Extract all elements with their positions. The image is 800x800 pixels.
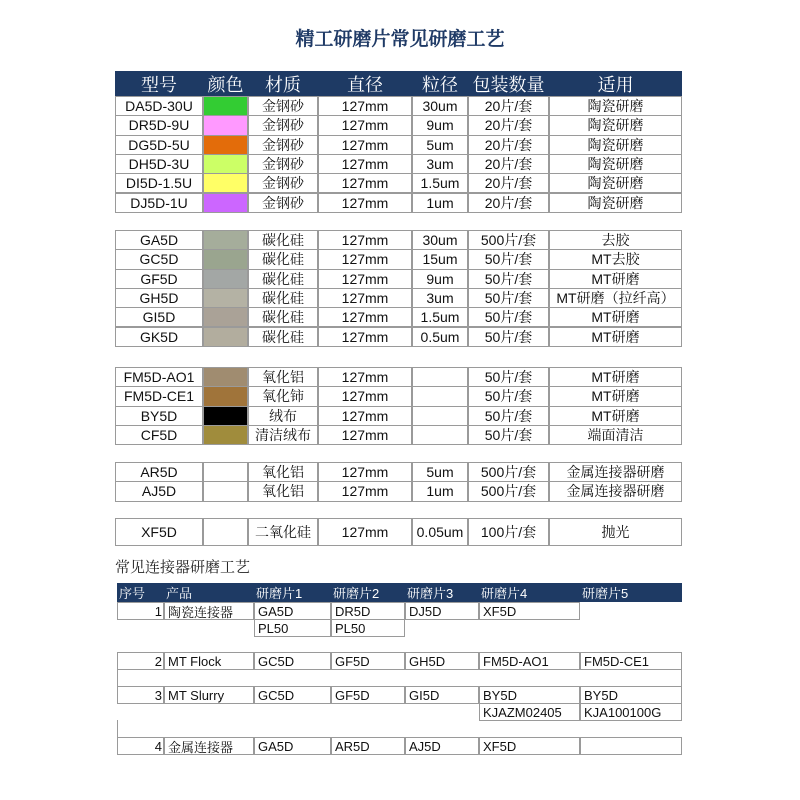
cell-pack: 50片/套: [468, 327, 549, 347]
process-cell: MT Slurry: [164, 686, 254, 704]
cell-pack: 20片/套: [468, 115, 549, 135]
cell-material: 碳化硅: [248, 230, 318, 250]
cell-pack: 20片/套: [468, 96, 549, 116]
process-cell: BY5D: [580, 686, 682, 704]
cell-pack: 500片/套: [468, 481, 549, 501]
cell-material: 氧化铝: [248, 481, 318, 501]
header-model: 型号: [115, 71, 203, 96]
process-cell: FM5D-AO1: [479, 652, 580, 670]
cell-model: DI5D-1.5U: [115, 173, 203, 193]
header-col-1: 序号: [117, 583, 164, 602]
cell-diameter: 127mm: [318, 115, 412, 135]
cell-diameter: 127mm: [318, 462, 412, 482]
color-swatch: [203, 462, 248, 482]
process-cell: FM5D-CE1: [580, 652, 682, 670]
color-swatch: [203, 115, 248, 135]
cell-material: 碳化硅: [248, 269, 318, 289]
cell-use: MT研磨（拉纤高）: [549, 288, 682, 308]
cell-diameter: 127mm: [318, 193, 412, 213]
cell-pack: 50片/套: [468, 406, 549, 426]
header-col-5: 研磨片3: [405, 583, 479, 602]
color-swatch: [203, 288, 248, 308]
color-swatch: [203, 386, 248, 406]
process-cell: PL50: [254, 619, 331, 637]
header-col-4: 研磨片2: [331, 583, 405, 602]
header-col-7: 研磨片5: [580, 583, 682, 602]
cell-use: MT去胶: [549, 249, 682, 269]
cell-grit: 1.5um: [412, 173, 468, 193]
cell-model: DA5D-30U: [115, 96, 203, 116]
cell-use: 陶瓷研磨: [549, 135, 682, 155]
cell-grit: [412, 425, 468, 445]
cell-pack: 50片/套: [468, 367, 549, 387]
color-swatch: [203, 327, 248, 347]
cell-diameter: 127mm: [318, 386, 412, 406]
process-cell: GF5D: [331, 686, 405, 704]
process-cell: AR5D: [331, 737, 405, 755]
cell-grit: 3um: [412, 154, 468, 174]
cell-grit: 5um: [412, 462, 468, 482]
cell-use: 陶瓷研磨: [549, 115, 682, 135]
header-grit: 粒径: [412, 71, 468, 96]
process-cell: GC5D: [254, 686, 331, 704]
blank-row: [117, 669, 682, 687]
color-swatch: [203, 230, 248, 250]
cell-grit: 1um: [412, 481, 468, 501]
cell-use: 端面清洁: [549, 425, 682, 445]
cell-pack: 50片/套: [468, 269, 549, 289]
color-swatch: [203, 269, 248, 289]
cell-material: 清洁绒布: [248, 425, 318, 445]
process-cell: BY5D: [479, 686, 580, 704]
process-cell: GA5D: [254, 737, 331, 755]
color-swatch: [203, 135, 248, 155]
process-cell: KJAZM02405: [479, 703, 580, 721]
header-material: 材质: [248, 71, 318, 96]
cell-use: 金属连接器研磨: [549, 462, 682, 482]
cell-use: MT研磨: [549, 269, 682, 289]
color-swatch: [203, 193, 248, 213]
cell-use: MT研磨: [549, 406, 682, 426]
process-cell: KJA100100G: [580, 703, 682, 721]
color-swatch: [203, 425, 248, 445]
cell-grit: 3um: [412, 288, 468, 308]
process-cell: [580, 737, 682, 755]
cell-pack: 50片/套: [468, 386, 549, 406]
cell-model: AJ5D: [115, 481, 203, 501]
page-title: 精工研磨片常见研磨工艺: [295, 29, 505, 50]
cell-pack: 20片/套: [468, 135, 549, 155]
cell-model: AR5D: [115, 462, 203, 482]
cell-model: DR5D-9U: [115, 115, 203, 135]
cell-diameter: 127mm: [318, 96, 412, 116]
process-cell: PL50: [331, 619, 405, 637]
cell-diameter: 127mm: [318, 288, 412, 308]
row-number: 1: [117, 602, 164, 620]
cell-material: 氧化铝: [248, 367, 318, 387]
cell-use: 陶瓷研磨: [549, 193, 682, 213]
cell-grit: 1.5um: [412, 307, 468, 327]
cell-use: MT研磨: [549, 307, 682, 327]
cell-diameter: 127mm: [318, 518, 412, 546]
cell-use: MT研磨: [549, 367, 682, 387]
cell-model: DH5D-3U: [115, 154, 203, 174]
color-swatch: [203, 249, 248, 269]
cell-model: GC5D: [115, 249, 203, 269]
cell-diameter: 127mm: [318, 173, 412, 193]
cell-grit: 0.05um: [412, 518, 468, 546]
cell-use: 陶瓷研磨: [549, 154, 682, 174]
cell-material: 金钢砂: [248, 173, 318, 193]
cell-pack: 500片/套: [468, 230, 549, 250]
cell-model: CF5D: [115, 425, 203, 445]
cell-grit: [412, 406, 468, 426]
cell-pack: 50片/套: [468, 288, 549, 308]
cell-model: FM5D-CE1: [115, 386, 203, 406]
process-cell: AJ5D: [405, 737, 479, 755]
cell-grit: 1um: [412, 193, 468, 213]
header-col-3: 研磨片1: [254, 583, 331, 602]
header-color: 颜色: [203, 71, 248, 96]
cell-diameter: 127mm: [318, 269, 412, 289]
header-col-6: 研磨片4: [479, 583, 580, 602]
cell-pack: 20片/套: [468, 193, 549, 213]
cell-use: MT研磨: [549, 327, 682, 347]
process-cell: GA5D: [254, 602, 331, 620]
cell-grit: 9um: [412, 115, 468, 135]
cell-grit: 30um: [412, 230, 468, 250]
cell-pack: 50片/套: [468, 249, 549, 269]
cell-pack: 500片/套: [468, 462, 549, 482]
cell-use: 抛光: [549, 518, 682, 546]
color-swatch: [203, 307, 248, 327]
cell-model: DJ5D-1U: [115, 193, 203, 213]
cell-diameter: 127mm: [318, 327, 412, 347]
process-cell: GF5D: [331, 652, 405, 670]
process-cell: 金属连接器: [164, 737, 254, 755]
header-pack: 包装数量: [468, 71, 549, 96]
process-cell: GC5D: [254, 652, 331, 670]
blank-row: [117, 720, 682, 738]
cell-grit: 0.5um: [412, 327, 468, 347]
cell-grit: 9um: [412, 269, 468, 289]
cell-pack: 20片/套: [468, 154, 549, 174]
row-number: 4: [117, 737, 164, 755]
cell-diameter: 127mm: [318, 406, 412, 426]
cell-material: 绒布: [248, 406, 318, 426]
cell-material: 金钢砂: [248, 193, 318, 213]
cell-grit: [412, 386, 468, 406]
row-number: 3: [117, 686, 164, 704]
color-swatch: [203, 96, 248, 116]
color-swatch: [203, 154, 248, 174]
row-number: 2: [117, 652, 164, 670]
cell-diameter: 127mm: [318, 154, 412, 174]
cell-model: FM5D-AO1: [115, 367, 203, 387]
cell-material: 碳化硅: [248, 327, 318, 347]
cell-grit: 5um: [412, 135, 468, 155]
cell-grit: [412, 367, 468, 387]
process-cell: XF5D: [479, 602, 580, 620]
cell-pack: 100片/套: [468, 518, 549, 546]
cell-grit: 15um: [412, 249, 468, 269]
header-use: 适用: [549, 71, 682, 96]
process-cell: GH5D: [405, 652, 479, 670]
process-cell: DJ5D: [405, 602, 479, 620]
cell-diameter: 127mm: [318, 230, 412, 250]
cell-model: GA5D: [115, 230, 203, 250]
cell-diameter: 127mm: [318, 135, 412, 155]
cell-model: GH5D: [115, 288, 203, 308]
color-swatch: [203, 367, 248, 387]
cell-material: 氧化铈: [248, 386, 318, 406]
cell-use: 去胶: [549, 230, 682, 250]
cell-diameter: 127mm: [318, 367, 412, 387]
cell-model: GK5D: [115, 327, 203, 347]
cell-material: 氧化铝: [248, 462, 318, 482]
process-cell: MT Flock: [164, 652, 254, 670]
cell-pack: 20片/套: [468, 173, 549, 193]
cell-model: XF5D: [115, 518, 203, 546]
cell-material: 碳化硅: [248, 307, 318, 327]
color-swatch: [203, 481, 248, 501]
cell-material: 金钢砂: [248, 96, 318, 116]
cell-diameter: 127mm: [318, 249, 412, 269]
color-swatch: [203, 173, 248, 193]
cell-pack: 50片/套: [468, 307, 549, 327]
cell-model: BY5D: [115, 406, 203, 426]
cell-material: 碳化硅: [248, 249, 318, 269]
cell-grit: 30um: [412, 96, 468, 116]
cell-diameter: 127mm: [318, 307, 412, 327]
cell-pack: 50片/套: [468, 425, 549, 445]
cell-material: 碳化硅: [248, 288, 318, 308]
process-cell: DR5D: [331, 602, 405, 620]
header-diameter: 直径: [318, 71, 412, 96]
process-cell: 陶瓷连接器: [164, 602, 254, 620]
cell-use: 陶瓷研磨: [549, 173, 682, 193]
cell-diameter: 127mm: [318, 481, 412, 501]
process-section-title: 常见连接器研磨工艺: [115, 559, 251, 576]
process-cell: XF5D: [479, 737, 580, 755]
cell-material: 二氧化硅: [248, 518, 318, 546]
cell-material: 金钢砂: [248, 115, 318, 135]
cell-model: DG5D-5U: [115, 135, 203, 155]
cell-use: 陶瓷研磨: [549, 96, 682, 116]
cell-model: GF5D: [115, 269, 203, 289]
cell-model: GI5D: [115, 307, 203, 327]
cell-diameter: 127mm: [318, 425, 412, 445]
cell-material: 金钢砂: [248, 154, 318, 174]
cell-use: 金属连接器研磨: [549, 481, 682, 501]
process-cell: GI5D: [405, 686, 479, 704]
cell-use: MT研磨: [549, 386, 682, 406]
color-swatch: [203, 406, 248, 426]
color-swatch: [203, 518, 248, 546]
header-col-2: 产品: [164, 583, 254, 602]
cell-material: 金钢砂: [248, 135, 318, 155]
